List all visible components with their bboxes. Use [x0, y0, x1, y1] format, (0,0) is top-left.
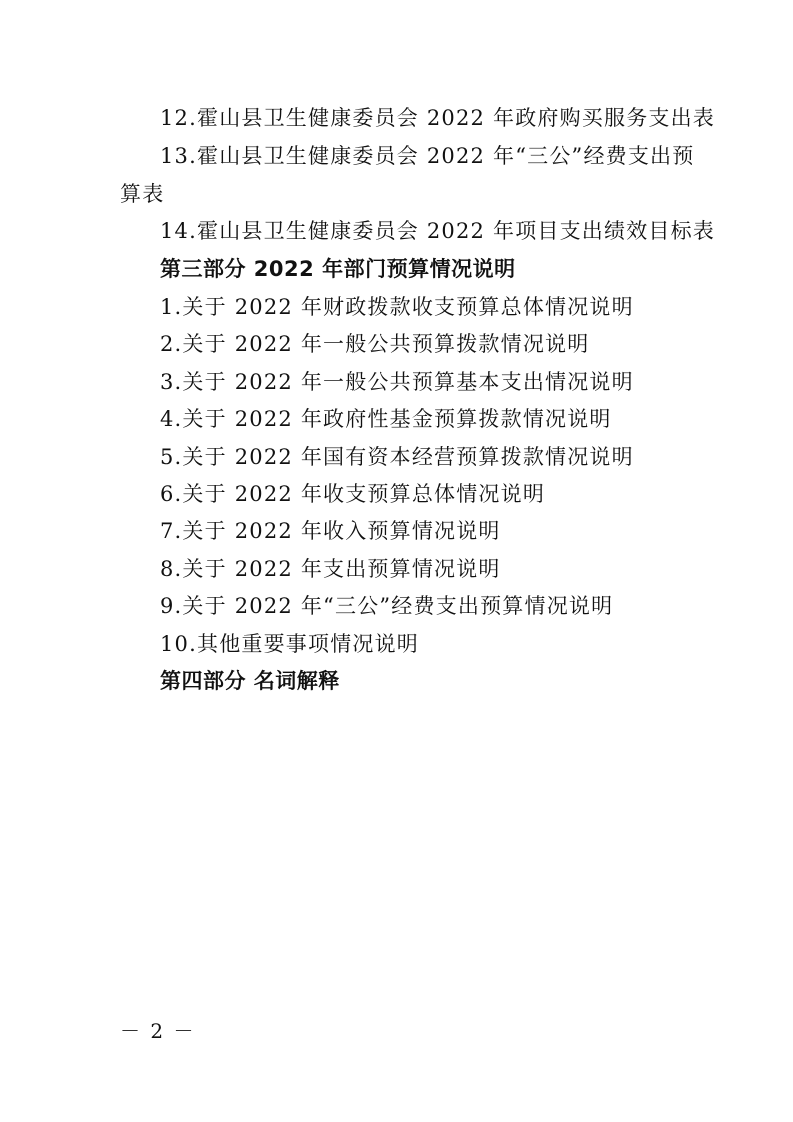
part3-item-6: 6.关于 2022 年收支预算总体情况说明	[160, 482, 546, 506]
part3-item-8: 8.关于 2022 年支出预算情况说明	[160, 557, 501, 581]
part3-item-3: 3.关于 2022 年一般公共预算基本支出情况说明	[160, 370, 634, 394]
part3-item-9: 9.关于 2022 年“三公”经费支出预算情况说明	[160, 594, 614, 618]
part3-heading: 第三部分 2022 年部门预算情况说明	[160, 257, 516, 281]
page-number: － 2 －	[120, 1019, 196, 1043]
toc-item-13: 13.霍山县卫生健康委员会 2022 年“三公”经费支出预	[160, 144, 695, 168]
toc-item-14: 14.霍山县卫生健康委员会 2022 年项目支出绩效目标表	[160, 219, 715, 243]
part4-heading: 第四部分 名词解释	[160, 669, 340, 693]
toc-item-12: 12.霍山县卫生健康委员会 2022 年政府购买服务支出表	[160, 106, 715, 130]
part3-item-7: 7.关于 2022 年收入预算情况说明	[160, 519, 501, 543]
part3-item-10: 10.其他重要事项情况说明	[160, 632, 419, 656]
toc-item-13-continued: 算表	[120, 182, 165, 206]
part3-item-1: 1.关于 2022 年财政拨款收支预算总体情况说明	[160, 295, 634, 319]
part3-item-2: 2.关于 2022 年一般公共预算拨款情况说明	[160, 332, 590, 356]
part3-item-4: 4.关于 2022 年政府性基金预算拨款情况说明	[160, 407, 612, 431]
part3-item-5: 5.关于 2022 年国有资本经营预算拨款情况说明	[160, 445, 634, 469]
